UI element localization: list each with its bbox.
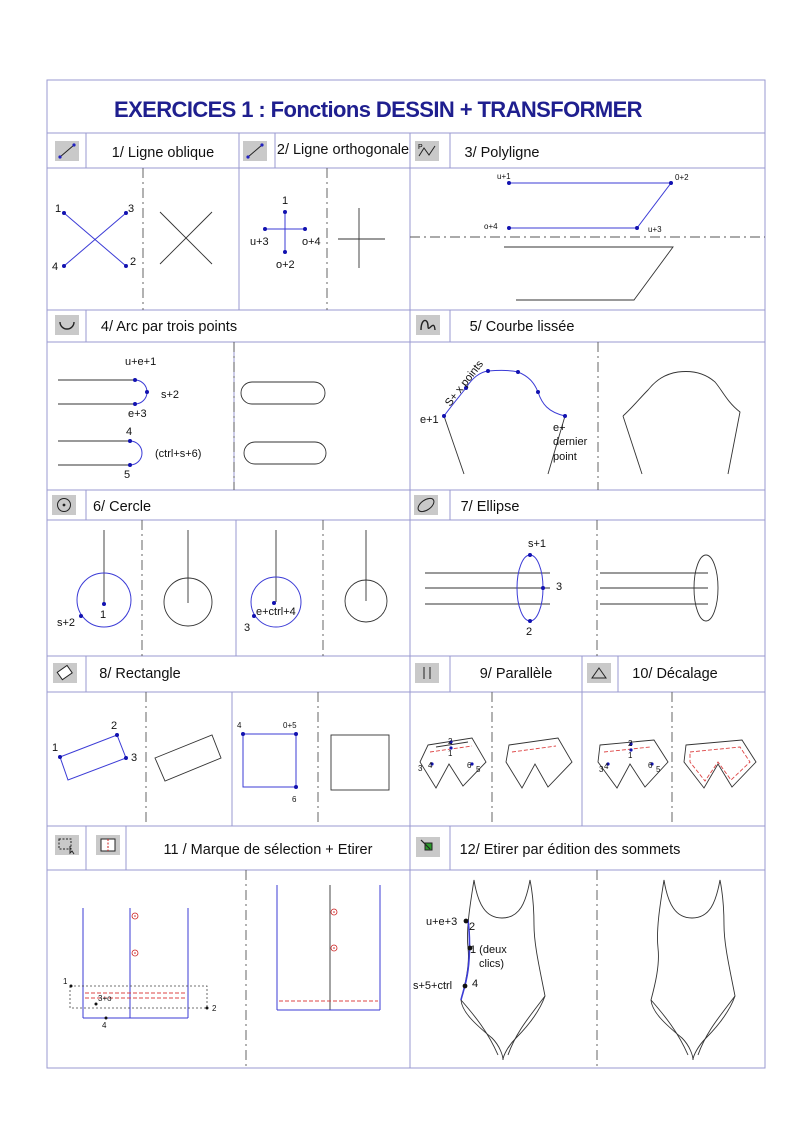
polyline-icon: [415, 141, 439, 161]
parallel-icon: [415, 663, 439, 683]
ex3-label: u+3: [648, 225, 662, 234]
ex9-label: 4: [428, 761, 433, 770]
ex6-drawing: [57, 520, 387, 656]
ex12-label: 4: [472, 978, 479, 990]
ex4-label: 5: [124, 469, 131, 481]
ex4-label: s+2: [161, 389, 180, 401]
ex2-drawing: [250, 168, 385, 310]
ex10-label: 4: [604, 762, 609, 771]
ex8-label: 6: [292, 795, 297, 804]
ex4-label: (ctrl+s+6): [155, 448, 202, 460]
section-6-label: 6/ Cercle: [92, 499, 152, 515]
ex9-label: 3: [418, 764, 423, 773]
ex4-drawing: [58, 342, 326, 490]
ex10-label: 1: [628, 751, 633, 760]
oblique-line-icon: [55, 141, 79, 161]
orthogonal-line-icon: [243, 141, 267, 161]
ex8-label: 1: [52, 742, 59, 754]
ex11-label: 2: [212, 1004, 217, 1013]
ex7-label: s+1: [528, 538, 547, 550]
ex11-label: 3+o: [98, 994, 112, 1003]
ex8-label: 3: [131, 752, 138, 764]
ex6-label: e+ctrl+4: [256, 606, 296, 618]
ex3-drawing: [410, 172, 765, 300]
ex10-label: 5: [656, 765, 661, 774]
ex10-drawing: [598, 692, 756, 826]
ex6-label: s+2: [57, 617, 76, 629]
section-10-label: 10/ Décalage: [632, 666, 718, 682]
ex8-label: 2: [111, 720, 118, 732]
ex3-label: u+1: [497, 172, 511, 181]
ex6-label: 3: [244, 622, 251, 634]
ex6-label: 1: [100, 609, 107, 621]
ex8-label: 0+5: [283, 721, 297, 730]
ex1-label: 4: [52, 261, 59, 273]
ex1-drawing: [52, 168, 212, 310]
offset-icon: [587, 663, 611, 683]
ex1-label: 1: [55, 203, 62, 215]
section-8-label: 8/ Rectangle: [99, 666, 181, 682]
ex10-label: 2: [628, 739, 633, 748]
section-9-label: 9/ Parallèle: [479, 666, 553, 682]
ex9-drawing: [418, 692, 572, 826]
section-12-label: 12/ Etirer par édition des sommets: [459, 842, 681, 858]
ex8-drawing: [52, 692, 389, 826]
rectangle-icon: [53, 663, 77, 683]
section-1-label: 1/ Ligne oblique: [111, 145, 215, 161]
vertex-edit-icon: [416, 837, 440, 857]
ex9-label: 6: [467, 761, 472, 770]
ex5-label: S+ x points: [442, 358, 487, 409]
ex10-label: 6: [648, 761, 653, 770]
section-3-label: 3/ Polyligne: [464, 145, 540, 161]
section-4-label: 4/ Arc par trois points: [100, 319, 238, 335]
ex1-label: 2: [130, 256, 137, 268]
ex11-label: 4: [102, 1021, 107, 1030]
ex12-label: s+5+ctrl: [413, 980, 453, 992]
ex12-label: 2: [469, 921, 476, 933]
ex5-drawing: [420, 342, 740, 490]
ex2-label: o+4: [302, 236, 321, 248]
ex12-drawing: [413, 870, 735, 1068]
ex4-label: e+3: [128, 408, 147, 420]
ex9-label: 2: [448, 737, 453, 746]
ex12-label: u+e+3: [426, 916, 458, 928]
ex7-drawing: [425, 520, 718, 656]
ex5-label: point: [553, 451, 577, 463]
smooth-curve-icon: [416, 315, 440, 335]
ex9-label: 1: [448, 749, 453, 758]
ex12-label: 1 (deux: [470, 944, 507, 956]
circle-icon: [52, 495, 76, 515]
ex11-drawing: [63, 870, 380, 1068]
ex9-label: 5: [476, 765, 481, 774]
page-title: EXERCICES 1 : Fonctions DESSIN + TRANSFORMER: [114, 97, 642, 122]
ex2-label: u+3: [250, 236, 269, 248]
ex7-label: 2: [526, 626, 533, 638]
svg-text:P: P: [418, 144, 423, 151]
ex7-label: 3: [556, 581, 563, 593]
arc-icon: [55, 315, 79, 335]
ex5-label: e+: [553, 422, 566, 434]
ex5-label: e+1: [420, 414, 439, 426]
ex2-label: o+2: [276, 259, 295, 271]
ex2-label: 1: [282, 195, 289, 207]
ex11-label: 1: [63, 977, 68, 986]
ex3-label: 0+2: [675, 173, 689, 182]
ex4-label: 4: [126, 426, 133, 438]
ex1-label: 3: [128, 203, 135, 215]
ex3-label: o+4: [484, 222, 498, 231]
ex12-label: clics): [479, 958, 505, 970]
section-11-label: 11 / Marque de sélection + Etirer: [163, 842, 373, 858]
ex4-label: u+e+1: [125, 356, 157, 368]
stretch-icon: [96, 835, 120, 855]
section-5-label: 5/ Courbe lissée: [469, 319, 575, 335]
section-2-label: 2/ Ligne orthogonale: [276, 142, 410, 158]
ellipse-icon: [414, 495, 438, 515]
ex5-label: dernier: [553, 436, 588, 448]
section-7-label: 7/ Ellipse: [460, 499, 520, 515]
ex10-label: 3: [599, 765, 604, 774]
selection-mark-icon: [55, 835, 79, 855]
ex8-label: 4: [237, 721, 242, 730]
